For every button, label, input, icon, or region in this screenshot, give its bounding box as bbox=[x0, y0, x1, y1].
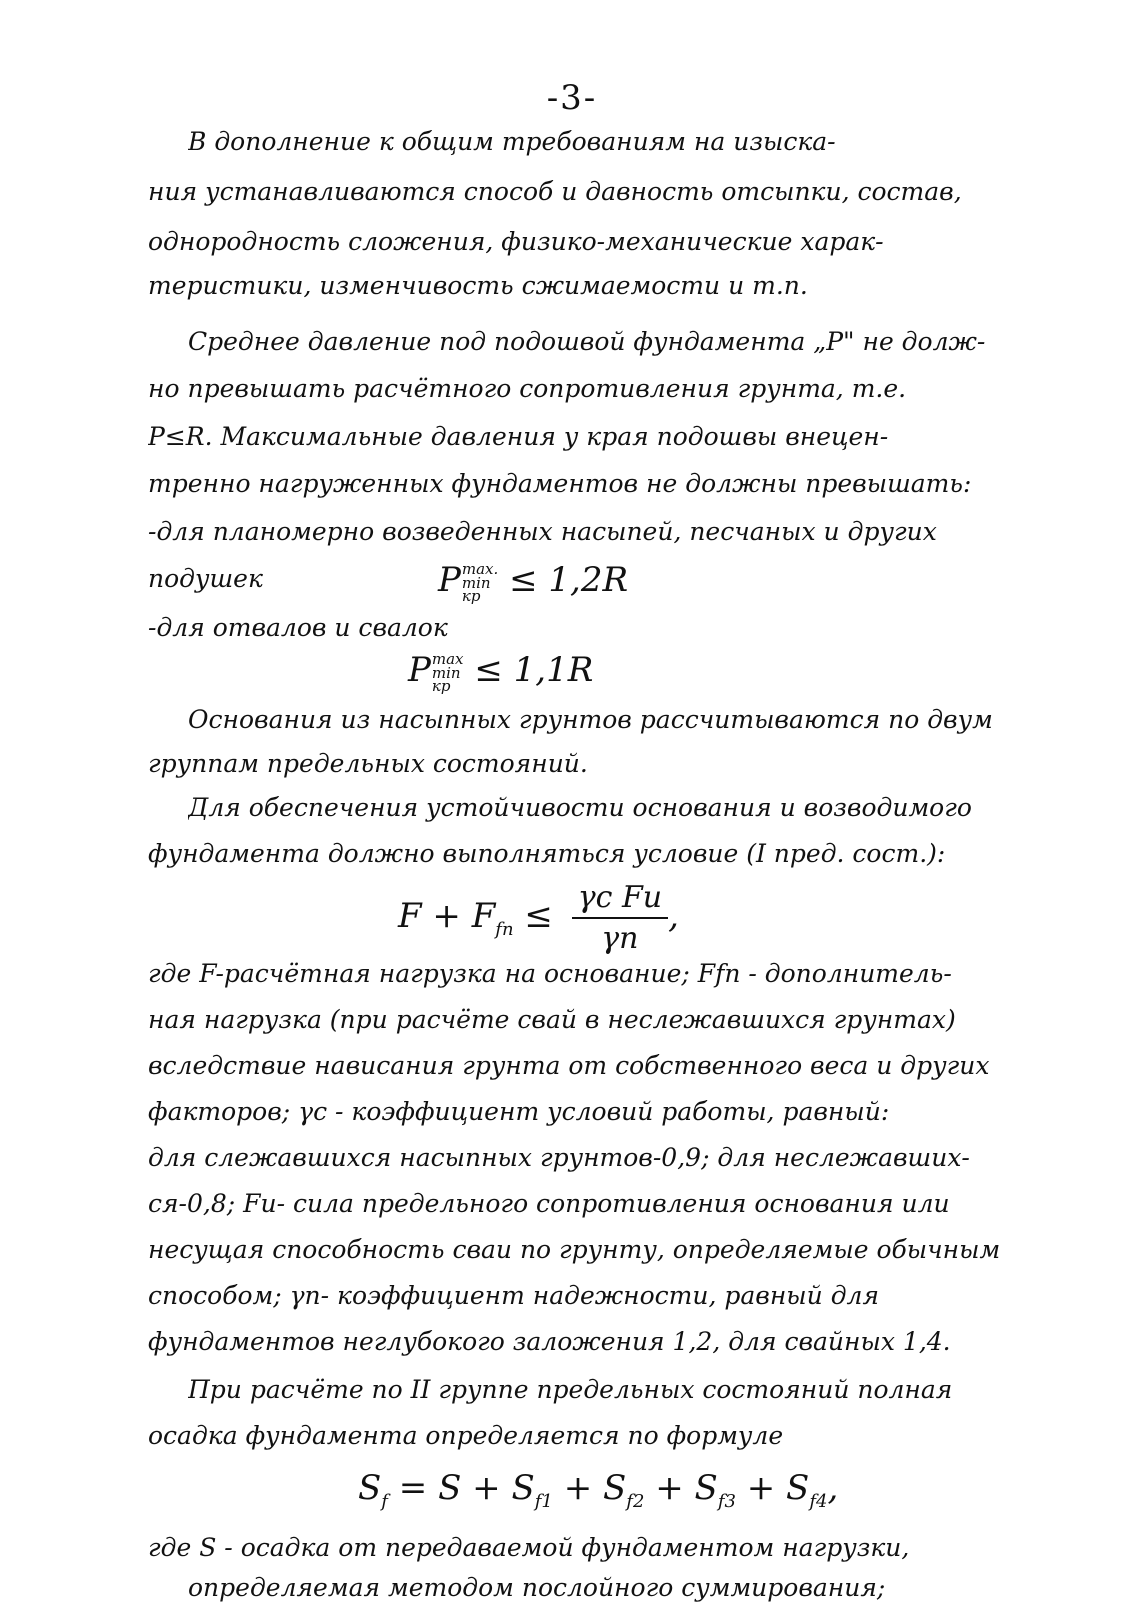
text-line: но превышать расчётного сопротивления грунта, т.е. bbox=[148, 375, 907, 403]
text-line: однородность сложения, физико-механические харак- bbox=[148, 228, 884, 256]
text-line: фундаментов неглубокого заложения 1,2, для свайных 1,4. bbox=[148, 1328, 951, 1356]
text-line: Среднее давление под подошвой фундамента „P" не долж- bbox=[188, 328, 986, 356]
text-line: -для отвалов и свалок bbox=[148, 614, 448, 642]
text-line: В дополнение к общим требованиям на изыска- bbox=[188, 128, 836, 156]
text-line: тренно нагруженных фундаментов не должны превышать: bbox=[148, 470, 972, 498]
formula-p-max-1: P max. min кр ≤ 1,2R bbox=[438, 560, 629, 605]
text-line: подушек bbox=[148, 565, 263, 593]
text-line: фундамента должно выполняться условие (I пред. сост.): bbox=[148, 840, 946, 868]
text-line: группам предельных состояний. bbox=[148, 750, 588, 778]
text-line: вследствие нависания грунта от собственного веса и других bbox=[148, 1052, 990, 1080]
text-line: Для обеспечения устойчивости основания и возводимого bbox=[188, 794, 972, 822]
text-line: несущая способность сваи по грунту, определяемые обычным bbox=[148, 1236, 1001, 1264]
text-line: P≤R. Максимальные давления у края подошвы внецен- bbox=[148, 423, 889, 451]
text-line: определяемая методом послойного суммирования; bbox=[188, 1574, 886, 1602]
page-number: -3- bbox=[546, 78, 598, 118]
text-line: где S - осадка от передаваемой фундаментом нагрузки, bbox=[148, 1534, 910, 1562]
text-line: где F-расчётная нагрузка на основание; Ffn - дополнитель- bbox=[148, 960, 952, 988]
text-line: осадка фундамента определяется по формуле bbox=[148, 1422, 784, 1450]
text-line: ная нагрузка (при расчёте свай в неслежавшихся грунтах) bbox=[148, 1006, 956, 1034]
text-line: способом; γn- коэффициент надежности, равный для bbox=[148, 1282, 880, 1310]
text-line: теристики, изменчивость сжимаемости и т.п. bbox=[148, 272, 808, 300]
text-line: -для планомерно возведенных насыпей, песчаных и других bbox=[148, 518, 937, 546]
text-line: для слежавшихся насыпных грунтов-0,9; для неслежавших- bbox=[148, 1144, 970, 1172]
formula-stability-condition: $F + F_{fn}$ ≤ $\frac{\text{γc Fu}}{\gamma n}$ , bbox=[398, 880, 679, 956]
text-line: При расчёте по II группе предельных состояний полная bbox=[188, 1376, 953, 1404]
text-line: ся-0,8; Fu- сила предельного сопротивления основания или bbox=[148, 1190, 950, 1218]
formula-p-max-2: P max min кр ≤ 1,1R bbox=[408, 650, 594, 695]
text-line: Основания из насыпных грунтов рассчитываются по двум bbox=[188, 706, 993, 734]
formula-total-settlement: $S_f = S + S_{f1} + S_{f2} + S_{f3} + S_{f4}$, bbox=[358, 1468, 839, 1512]
text-line: факторов; γc - коэффициент условий работы, равный: bbox=[148, 1098, 890, 1126]
text-line: ния устанавливаются способ и давность отсыпки, состав, bbox=[148, 178, 962, 206]
